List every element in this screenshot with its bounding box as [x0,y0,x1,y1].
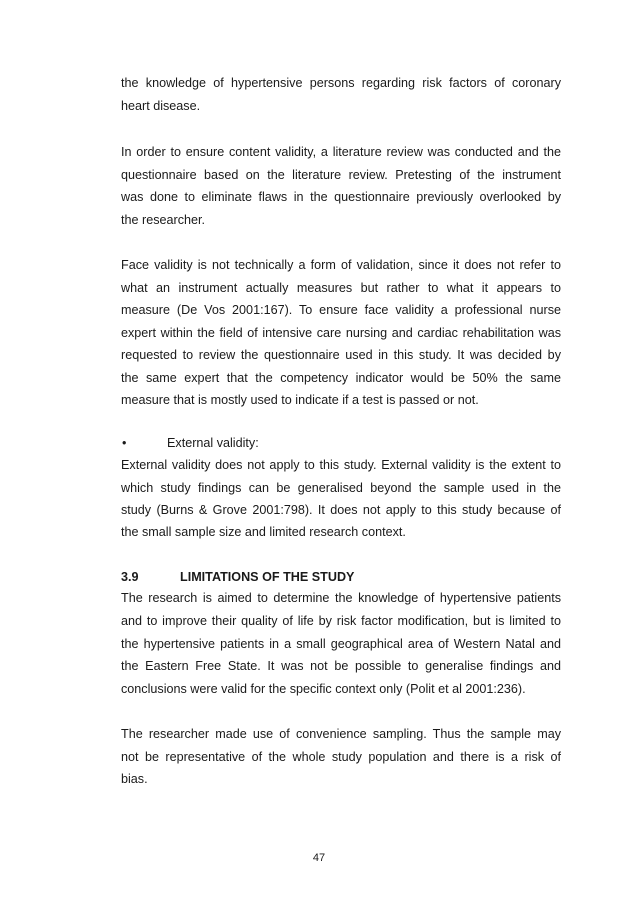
bullet-icon: • [122,436,127,450]
paragraph-line: study (Burns & Grove 2001:798). It does not apply to this study because of [121,503,561,517]
page-number: 47 [312,852,326,864]
paragraph-line: was done to eliminate flaws in the questionnaire previously overlooked by [121,190,561,204]
paragraph-line: the knowledge of hypertensive persons regarding risk factors of coronary [121,76,561,90]
section-number: 3.9 [121,570,139,584]
paragraph-line: questionnaire based on the literature review. Pretesting of the instrument [121,168,561,182]
paragraph-line: and to improve their quality of life by risk factor modification, but is limited to [121,614,561,628]
paragraph-line: which study findings can be generalised beyond the sample used in the [121,481,561,495]
paragraph-line: In order to ensure content validity, a literature review was conducted and the [121,145,561,159]
paragraph-line: the hypertensive patients in a small geographical area of Western Natal and [121,637,561,651]
paragraph-line: what an instrument actually measures but rather to what it appears to [121,281,561,295]
section-title: LIMITATIONS OF THE STUDY [180,570,355,584]
paragraph-line: expert within the field of intensive care nursing and cardiac rehabilitation was [121,326,561,340]
paragraph-line: requested to review the questionnaire used in this study. It was decided by [121,348,561,362]
paragraph-line: measure (De Vos 2001:167). To ensure face validity a professional nurse [121,303,561,317]
paragraph-line: measure that is mostly used to indicate if a test is passed or not. [121,393,479,407]
paragraph-line: conclusions were valid for the specific context only (Polit et al 2001:236). [121,682,526,696]
paragraph-line: the Eastern Free State. It was not be possible to generalise findings and [121,659,561,673]
paragraph-line: The researcher made use of convenience sampling. Thus the sample may [121,727,561,741]
paragraph-line: External validity does not apply to this study. External validity is the extent to [121,458,561,472]
paragraph-line: The research is aimed to determine the knowledge of hypertensive patients [121,591,561,605]
paragraph-line: the small sample size and limited research context. [121,525,406,539]
paragraph-line: bias. [121,772,148,786]
paragraph-line: Face validity is not technically a form of validation, since it does not refer to [121,258,561,272]
bullet-label: External validity: [167,436,259,450]
paragraph-line: not be representative of the whole study population and there is a risk of [121,750,561,764]
paragraph-line: the same expert that the competency indicator would be 50% the same [121,371,561,385]
paragraph-line: heart disease. [121,99,201,113]
paragraph-line: the researcher. [121,213,206,227]
